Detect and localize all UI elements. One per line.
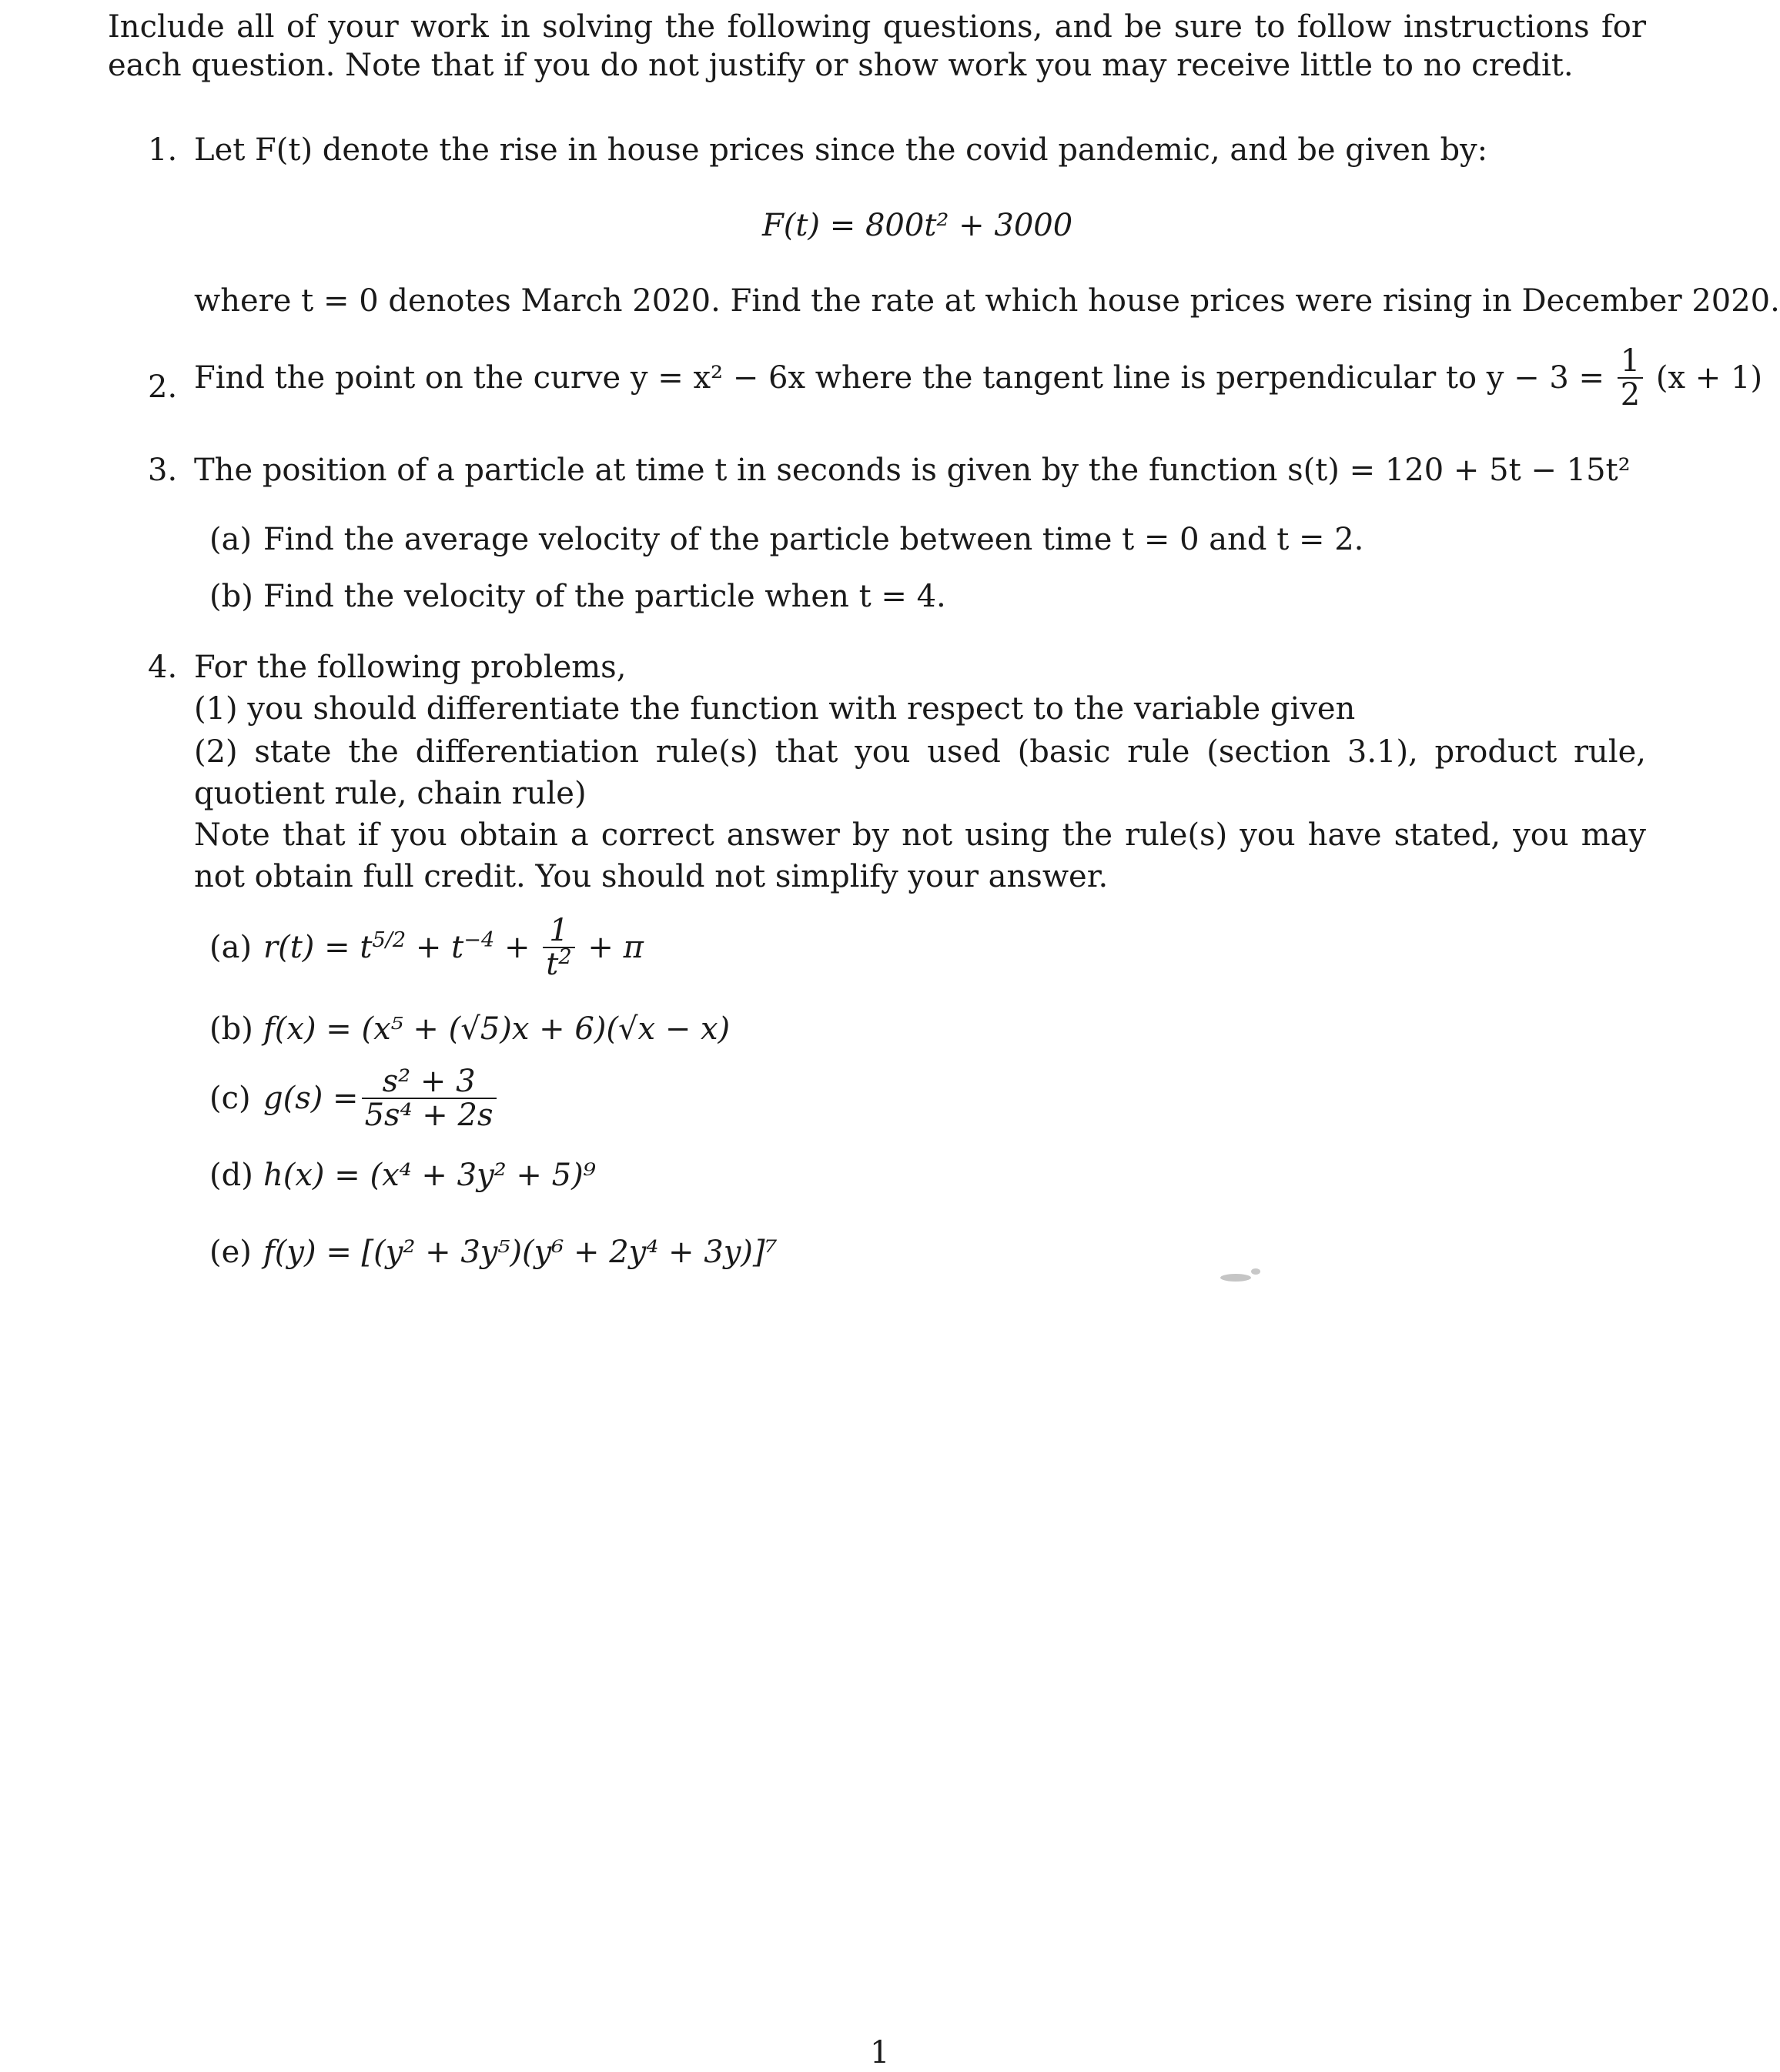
q1-equation: F(t) = 800t² + 3000 [762,208,1073,243]
q2-text-a: Find the point on the curve y = x² − 6x where the tangent line is perpendicular to y − 3 = [194,360,1604,396]
q2-number: 2. [148,369,178,405]
q3-number: 3. [148,453,178,488]
q4-part-d [209,1156,596,1195]
q4-part-c-fraction: $\frac{\text{s² + 3}}{\text{5s⁴ + 2s}}$ [362,1065,497,1131]
scan-smudge-small [1251,1268,1260,1275]
intro-paragraph: Include all of your work in solving the following questions, and be sure to follow instructions for each question. Note that if you do not justify or show work you may receive little to no credit. [108,9,1646,83]
q1-followup: where t = 0 denotes March 2020. Find the rate at which house prices were rising in December 2020. [194,283,1780,319]
q2-text-b: (x + 1) [1655,360,1763,396]
q4-part-b [209,1010,730,1048]
q4-part-b-label: (b) [209,1011,253,1047]
q2-frac-num: 1 [1620,343,1641,379]
q4-part-e-text: f(y) = [(y² + 3y⁵)(y⁶ + 2y⁴ + 3y)]⁷ [263,1235,778,1270]
q2-line [194,345,1762,411]
q3-part-b-label: (b) [209,579,253,614]
q4-note: Note that if you obtain a correct answer by not using the rule(s) you have stated, you may not obtain full credit. You should not simplify your answer. [194,817,1646,894]
q1-text: Let F(t) denote the rise in house prices since the covid pandemic, and be given by: [194,132,1488,168]
q4-line2: (1) you should differentiate the function with respect to the variable given [194,691,1356,727]
q4-part-d-text: h(x) = (x⁴ + 3y² + 5)⁹ [263,1158,596,1193]
page-number: 1 [870,2035,890,2070]
q2-fraction [1618,345,1643,411]
q4-part-c-label: (c) [209,1081,251,1116]
q4-part-d-label: (d) [209,1158,253,1193]
q3-text: The position of a particle at time t in seconds is given by the function s(t) = 120 + 5t − 15t² [194,453,1631,488]
q4-line3: (2) state the differentiation rule(s) that you used (basic rule (section 3.1), product rule, quotient rule, chain rule) [194,734,1646,811]
q4-number: 4. [148,650,178,685]
q4-part-a [209,914,644,981]
q3-part-b-text: Find the velocity of the particle when t = 4. [263,579,946,614]
q4-part-e-label: (e) [209,1235,252,1270]
q4-part-c-lhs: g(s) = [263,1081,359,1116]
q4-part-c [209,1065,500,1131]
q2-frac-den: 2 [1618,377,1643,411]
q4-part-a-fraction: $\frac{1}{t^2}$ [543,914,574,981]
scan-smudge [1220,1274,1251,1282]
q4-part-a-lhs: $r(t) = t^{5/2} + t^{-4}$ + [263,928,540,965]
q3-part-a-text: Find the average velocity of the particle between time t = 0 and t = 2. [263,522,1364,557]
q4-part-a-tail: + π [577,930,644,965]
q3-part-a-label: (a) [209,522,253,557]
q4-part-a-label: (a) [209,930,253,965]
q1-number: 1. [148,132,178,168]
q3-part-a [209,520,1363,559]
q4-part-e [209,1233,778,1272]
q4-part-b-text: f(x) = (x⁵ + (√5)x + 6)(√x − x) [263,1011,731,1047]
q4-line1: For the following problems, [194,650,627,685]
q3-part-b [209,577,946,616]
